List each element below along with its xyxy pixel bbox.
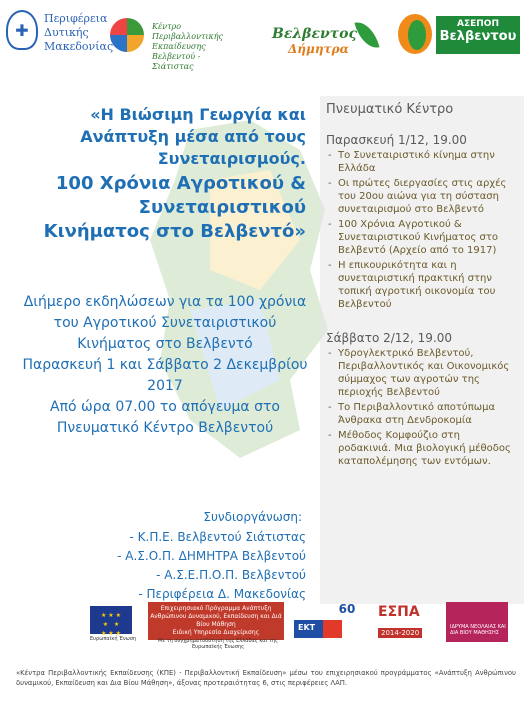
cofunding-caption: Με τη συγχρηματοδότηση της Ελλάδας και της Ευρωπαϊκής Ένωσης [158, 638, 278, 650]
list-item: - Μέθοδος Κομφούζιο στη ροδακινιά. Μια βιολογική μέθοδος καταπολέμησης των εντόμων. [326, 429, 516, 468]
asepop-logo [398, 8, 522, 70]
operational-program-sub: Ειδική Υπηρεσία Διαχείρισης [172, 629, 260, 636]
co-organizers [36, 508, 306, 604]
list-item: - Το Περιβαλλοντικό αποτύπωμα Άνθρακα στη Δενδροκομία [326, 401, 516, 427]
list-item: - Το Συνεταιριστικό κίνημα στην Ελλάδα [326, 149, 516, 175]
region-logo-text: Περιφέρεια Δυτικής Μακεδονίας [44, 12, 114, 53]
list-item: - Υδρογλεκτρικό Βελβεντού, Περιβαλλοντικός και Οικονομικός σύμμαχος των αγροτών της περιοχής Βελβεντού [326, 347, 516, 399]
co-organizer-item: - Α.Σ.Ο.Π. ΔΗΜΗΤΡΑ Βελβεντού [117, 549, 306, 563]
kpe-logo [110, 8, 230, 71]
list-item: - Οι πρώτες διεργασίες στις αρχές του 20ου αιώνα για τη σύσταση συνεταιρισμού στο Βελβεντό [326, 177, 516, 216]
event-description: Διήμερο εκδηλώσεων για τα 100 χρόνια του Αγροτικού Συνεταιριστικού Κινήματος στο Βελβεντό [23, 294, 307, 352]
eu-flag-icon: ★ ★ ★ ★ ★ ★ ★ ★ [90, 606, 132, 634]
asepop-line2: Βελβεντου [439, 29, 517, 44]
day1-list [326, 149, 516, 311]
program-panel [320, 96, 524, 604]
co-organizer-item: - Α.Σ.Ε.Π.Ο.Π. Βελβεντού [156, 568, 306, 582]
event-title-line1: «Η Βιώσιμη Γεωργία και Ανάπτυξη μέσα από τους Συνεταιρισμούς. [80, 105, 306, 168]
ekt-logo: ΕΚΤ [294, 620, 342, 638]
event-time-place: Από ώρα 07.00 το απόγευμα στο Πνευματικό Κέντρο Βελβεντού [50, 399, 280, 436]
asepop-leaf-icon [408, 20, 426, 50]
kpe-logo-text: Κέντρο Περιβαλλοντικής Εκπαίδευσης Βελβεντού - Σιάτιστας [152, 22, 224, 71]
operational-program-logo [148, 602, 284, 640]
asepop-text-box [436, 16, 520, 54]
day2-label: Σάββατο 2/12, 19.00 [326, 331, 453, 345]
espa-years: 2014-2020 [378, 628, 422, 638]
co-organizers-heading: Συνδιοργάνωση: [203, 510, 302, 524]
event-dates: Παρασκευή 1 και Σάββατο 2 Δεκεμβρίου 2017 [22, 357, 308, 394]
title-block [36, 104, 306, 244]
co-organizer-item: - Κ.Π.Ε. Βελβεντού Σιάτιστας [129, 530, 306, 544]
venue-name: Πνευματικό Κέντρο [326, 102, 454, 117]
list-item: - Η επικουρικότητα και η συνεταιριστική πρακτική στην τοπική αγροτική οικονομία του Βελβεντού [326, 259, 516, 311]
espa-label: ΕΣΠΑ [378, 604, 420, 620]
co-organizer-item: - Περιφέρεια Δ. Μακεδονίας [138, 587, 306, 601]
kpe-emblem-icon [110, 18, 144, 52]
velventos-dimitra-logo [272, 26, 392, 66]
sixty-years-logo: 60 [338, 602, 356, 616]
funding-logos [90, 598, 510, 648]
velventos-logo-line2: Δήμητρα [288, 42, 349, 56]
event-title-line2: 100 Χρόνια Αγροτικού & Συνεταιριστικού Κινήματος στο Βελβεντό» [43, 173, 306, 242]
header-logos [0, 0, 530, 84]
operational-program-title: Επιχειρησιακό Πρόγραμμα Ανάπτυξη Ανθρώπινου Δυναμικού, Εκπαίδευση και Διά Βίου Μάθηση [150, 605, 282, 628]
day1-label: Παρασκευή 1/12, 19.00 [326, 133, 467, 147]
footer-note: «Κέντρα Περιβαλλοντικής Εκπαίδευσης (ΚΠΕ) - Περιβαλλοντική Εκπαίδευση» μέσω του επιχειρησιακού προγράμματος «Ανάπτυξη Ανθρώπινου δυναμικού, Εκπαίδευση και Δια Βίου Μάθηση», άξονας προτεραιότητας 6, στις περιφέρειες ΛΑΠ. [16, 669, 516, 687]
asepop-line1: ΑΣΕΠΟΠ [457, 19, 499, 29]
event-details [20, 292, 310, 439]
greek-emblem-icon: ✚ [6, 10, 38, 50]
velventos-logo-line1: Βελβεντος [272, 26, 357, 42]
inedivim-logo: ΙΔΡΥΜΑ ΝΕΟΛΑΙΑΣ ΚΑΙ ΔΙΑ ΒΙΟΥ ΜΑΘΗΣΗΣ [446, 602, 508, 642]
list-item: - 100 Χρόνια Αγροτικού & Συνεταιριστικού Κινήματος στο Βελβεντό (Αρχείο από το 1917) [326, 218, 516, 257]
espa-logo [378, 604, 438, 638]
eu-caption: Ευρωπαϊκή Ένωση [90, 636, 137, 642]
day2-list [326, 347, 516, 468]
